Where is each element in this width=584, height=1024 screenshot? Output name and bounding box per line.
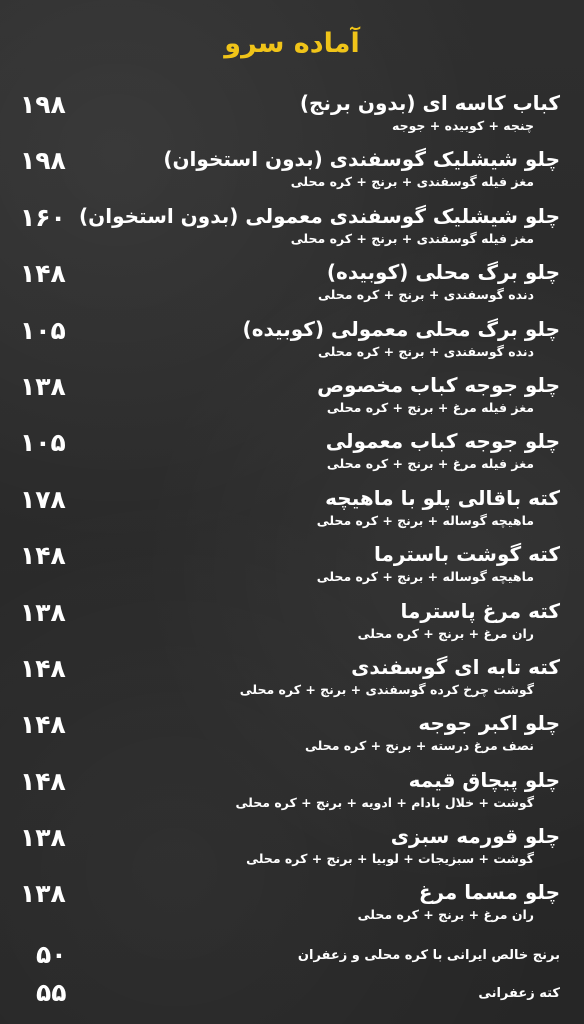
menu-item — [0, 485, 584, 541]
item-price: ۱۰۵ — [20, 315, 66, 345]
menu-item — [0, 372, 584, 428]
menu-item — [0, 203, 584, 259]
item-price: ۱۳۸ — [20, 823, 66, 853]
extra-name: برنج خالص ایرانی با کره محلی و زعفران — [297, 947, 560, 963]
item-price: ۱۴۸ — [20, 259, 66, 289]
extra-item — [0, 974, 584, 1012]
menu-item — [0, 146, 584, 202]
item-name: کته مرغ پاسترما — [400, 598, 560, 623]
extra-price: ۵۵ — [36, 977, 67, 1007]
menu-list — [0, 90, 584, 1012]
item-price: ۱۴۸ — [20, 541, 66, 571]
item-desc: دنده گوسفندی + برنج + کره محلی — [317, 287, 534, 303]
item-desc: دنده گوسفندی + برنج + کره محلی — [317, 343, 534, 359]
item-desc: چنجه + کوبیده + جوجه — [392, 118, 534, 133]
item-name: چلو شیشلیک گوسفندی معمولی (بدون استخوان) — [79, 203, 560, 228]
item-desc: ران مرغ + برنج + کره محلی — [357, 625, 534, 641]
item-desc: ماهیچه گوساله + برنج + کره محلی — [316, 512, 534, 528]
extra-price: ۵۰ — [36, 939, 67, 969]
item-name: چلو برگ محلی (کوبیده) — [326, 260, 560, 285]
item-name: چلو جوجه کباب معمولی — [325, 429, 560, 454]
menu-title: آماده سرو — [224, 28, 360, 59]
item-price: ۱۴۸ — [20, 766, 66, 796]
item-price: ۱۴۸ — [20, 653, 66, 683]
menu-item — [0, 428, 584, 484]
item-desc: مغز فیله گوسفندی + برنج + کره محلی — [290, 230, 534, 246]
item-desc: مغز فیله مرغ + برنج + کره محلی — [326, 399, 534, 415]
item-name: چلو مسما مرغ — [418, 880, 560, 905]
menu-item — [0, 316, 584, 372]
item-price: ۱۳۸ — [20, 597, 66, 627]
item-name: چلو قورمه سبزی — [390, 824, 560, 849]
item-price: ۱۷۸ — [20, 484, 66, 514]
menu-item — [0, 598, 584, 654]
item-price: ۱۳۸ — [20, 371, 66, 401]
item-name: کته تابه ای گوسفندی — [351, 654, 560, 679]
item-name: چلو پیچاق قیمه — [408, 767, 560, 792]
extra-item — [0, 936, 584, 974]
item-desc: گوشت چرخ کرده گوسفندی + برنج + کره محلی — [239, 681, 534, 697]
item-name: چلو برگ محلی معمولی (کوبیده) — [242, 316, 560, 341]
item-price: ۱۹۸ — [20, 90, 66, 119]
item-name: چلو شیشلیک گوسفندی (بدون استخوان) — [163, 147, 560, 172]
item-desc: گوشت + خلال بادام + ادویه + برنج + کره محلی — [235, 794, 534, 810]
menu-item — [0, 654, 584, 710]
item-price: ۱۶۰ — [20, 202, 66, 232]
item-price: ۱۹۸ — [20, 146, 66, 176]
item-name: کته گوشت باسترما — [373, 542, 560, 567]
item-desc: ماهیچه گوساله + برنج + کره محلی — [316, 569, 534, 585]
menu-item — [0, 879, 584, 935]
item-name: چلو جوجه کباب مخصوص — [317, 372, 560, 397]
item-name: چلو اکبر جوجه — [418, 711, 560, 736]
item-name: کباب کاسه ای (بدون برنج) — [299, 91, 560, 115]
menu-item — [0, 90, 584, 146]
item-desc: مغز فیله گوسفندی + برنج + کره محلی — [290, 174, 534, 190]
menu-item — [0, 710, 584, 766]
menu-item — [0, 259, 584, 315]
menu-item — [0, 767, 584, 823]
item-desc: مغز فیله مرغ + برنج + کره محلی — [326, 456, 534, 472]
item-desc: گوشت + سبزیجات + لوبیا + برنج + کره محلی — [246, 851, 534, 867]
item-name: کته باقالی پلو با ماهیچه — [325, 485, 560, 510]
item-desc: ران مرغ + برنج + کره محلی — [357, 907, 534, 923]
item-price: ۱۴۸ — [20, 710, 66, 740]
extra-name: کته زعفرانی — [478, 985, 560, 1001]
item-price: ۱۰۵ — [20, 428, 66, 458]
menu-item — [0, 541, 584, 597]
item-desc: نصف مرغ درسته + برنج + کره محلی — [304, 738, 534, 754]
item-price: ۱۳۸ — [20, 879, 66, 909]
menu-item — [0, 823, 584, 879]
